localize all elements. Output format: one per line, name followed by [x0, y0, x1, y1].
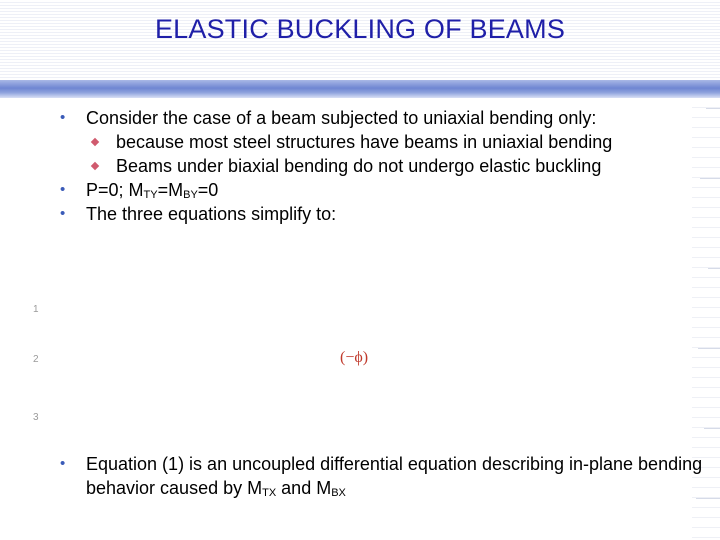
bullet-item — [58, 452, 708, 500]
bullet-marker: • — [60, 181, 66, 198]
bullet-text: P=0; $M_{TY}=M_{BY}=0$ — [86, 180, 219, 201]
bullet-marker: • — [60, 109, 66, 126]
bullet-marker: • — [60, 205, 66, 222]
bullet-item — [58, 178, 698, 202]
bullet-marker: • — [60, 455, 66, 472]
diamond-marker — [91, 162, 99, 170]
equation-number: 1 — [33, 304, 39, 315]
equation-number: 3 — [33, 412, 39, 423]
title-bar — [0, 80, 720, 98]
bullet-list — [58, 106, 698, 226]
bullet-text: The three equations simplify to: — [86, 204, 337, 224]
equation-number: 2 — [33, 354, 39, 365]
bullet-text: Consider the case of a beam subjected to uniaxial bending only: — [86, 108, 597, 128]
equation-fragment: (−ϕ) — [340, 349, 369, 366]
sub-bullet-text: Beams under biaxial bending do not undergo elastic buckling — [116, 156, 602, 176]
diamond-marker — [91, 138, 99, 146]
slide-title: ELASTIC BUCKLING OF BEAMS — [154, 14, 566, 44]
sub-bullet-item — [58, 130, 698, 154]
sub-bullet-text: because most steel structures have beams in uniaxial bending — [116, 132, 613, 152]
bullet-item — [58, 106, 698, 130]
sub-bullet-item — [58, 154, 698, 178]
bullet-item — [58, 202, 698, 226]
bullet-text: Equation (1) is an uncoupled differential equation describing in-plane bending behavior caused by $M_{TX}$ and $M_{BX}$ — [86, 454, 703, 499]
